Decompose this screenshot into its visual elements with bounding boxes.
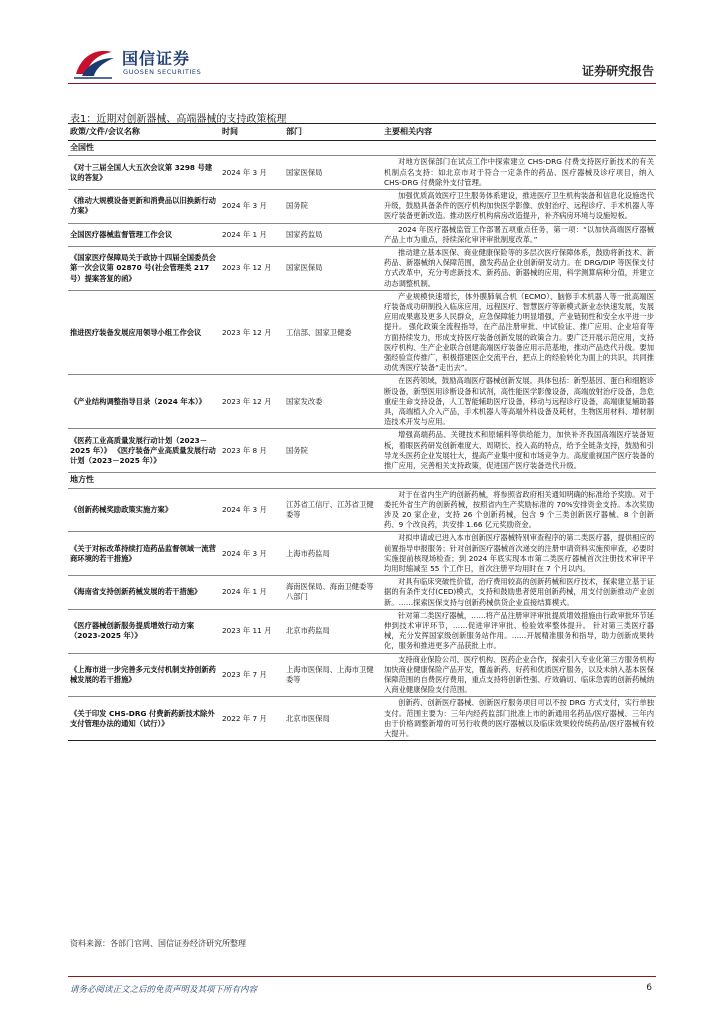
- policy-name: 《上海市进一步完善多元支付机制支持创新药械发展的若干措施》: [68, 653, 220, 697]
- policy-department: 国家发改委: [284, 375, 382, 429]
- policy-time: 2023 年 12 月: [220, 247, 284, 291]
- column-header-content: 主要相关内容: [382, 124, 656, 141]
- policy-department: 国家药监局: [284, 223, 382, 246]
- section-title: 地方性: [68, 473, 656, 488]
- table-row: [68, 653, 656, 697]
- policy-time: 2023 年 12 月: [220, 290, 284, 375]
- policy-department: 上海市药监局: [284, 532, 382, 576]
- policy-content: 针对第二类医疗器械，……将产品注册审评审批提质增效措施由行政审批环节延伸到技术审评环节，……促进审评审批、检验效率整体提升。 针对第三类医疗器械，充分发挥国家级创新服务站作用。……开展精准服务和指导，助力创新成果转化，服务和推进更多产品获批上市。: [382, 609, 656, 653]
- policy-content: 对具有临床突破性价值，治疗费用较高的创新药械和医疗技术，探索建立基于证据的有条件支付(CED)模式，支持和鼓励患者使用创新药械，用支付创新推动产业创新。……探索医保支持与创新药械供货企业直接结算模式。: [382, 576, 656, 610]
- table-row: [68, 190, 656, 224]
- policy-content: 在医药领域，鼓励高端医疗器械创新发展。具体包括：新型基因、蛋白和细胞诊断设备，新型医用诊断设备和试剂，高性能医学影像设备，高端放射治疗设备，急危重症生命支持设备，人工智能辅助医疗设备，移动与远程诊疗设备，高端康复辅助器具，高端植入介入产品，手术机器人等高端外科设备及耗材，生物医用材料、增材制造技术开发与应用。: [382, 375, 656, 429]
- policy-time: 2023 年 12 月: [220, 375, 284, 429]
- table-row: [68, 532, 656, 576]
- section-row-national: [68, 141, 656, 156]
- table-row: [68, 223, 656, 246]
- table-header-row: [68, 124, 656, 141]
- policy-time: 2023 年 7 月: [220, 653, 284, 697]
- policy-name: 《医药工业高质量发展行动计划（2023－2025 年）》 《医疗装备产业高质量发展行动计划（2023－2025 年）》: [68, 429, 220, 473]
- table-row: [68, 488, 656, 532]
- policy-department: 北京市药监局: [284, 609, 382, 653]
- policy-table-container: [68, 123, 656, 741]
- table-row: [68, 290, 656, 375]
- table-row: [68, 697, 656, 741]
- policy-content: 增强高端药品、关键技术和原辅料等供给能力，加快补齐我国高端医疗装备短板，着眼医药研发创新难度大、周期长、投入高的特点，给予全链条支持，鼓励和引导龙头医药企业发展壮大，提高产业集中度和市场竞争力。高度重视国产医疗装备的推广应用，完善相关支持政策，促进国产医疗装备迭代升级。: [382, 429, 656, 473]
- policy-name: 《产业结构调整指导目录（2024 年本）》: [68, 375, 220, 429]
- disclaimer-note: 请务必阅读正文之后的免责声明及其项下所有内容: [70, 985, 258, 995]
- policy-department: 国务院: [284, 190, 382, 224]
- section-title: 全国性: [68, 141, 656, 156]
- policy-content: 产业规模快速增长，体外膜肺氧合机（ECMO）、脑修手术机器人等一批高端医疗装备成功研制投入临床应用，远程医疗、智慧医疗等新模式新业态快速发展，发展应用成果惠及更多人民群众，应急保障能力明显增强，产业链韧性和安全水平进一步提升。 强化政策全流程指导，在产品注册审批、中试验证、推广应用、企业培育等方面持续发力，形成支持医疗装备创新发展的政策合力。要广泛开展示范应用，支持医疗机构、生产企业联合创建高端医疗装备应用示范基地，推动产品迭代升级。要加强经验宣传推广，积极搭建医企交流平台，把点上的经验转化为面上的共识，共同推动优秀医疗装备“走出去”。: [382, 290, 656, 375]
- table-row: [68, 576, 656, 610]
- report-type-label: 证券研究报告: [581, 64, 654, 78]
- policy-time: 2024 年 1 月: [220, 223, 284, 246]
- table-row: [68, 247, 656, 291]
- guosen-logo-icon: [72, 44, 116, 80]
- policy-name: 《创新药械奖励政策实施方案》: [68, 488, 220, 532]
- column-header-time: 时间: [220, 124, 284, 141]
- policy-time: 2024 年 3 月: [220, 190, 284, 224]
- page-number: 6: [646, 983, 652, 993]
- footer-rule: [68, 976, 656, 977]
- policy-department: 国家医保局: [284, 247, 382, 291]
- policy-name: 《对十三届全国人大五次会议第 3298 号建议的答复》: [68, 156, 220, 190]
- policy-name: 推进医疗装备发展应用领导小组工作会议: [68, 290, 220, 375]
- policy-time: 2024 年 3 月: [220, 488, 284, 532]
- policy-department: 海南医保局、海南卫健委等八部门: [284, 576, 382, 610]
- policy-time: 2022 年 7 月: [220, 697, 284, 741]
- table-row: [68, 609, 656, 653]
- policy-content: 2024 年医疗器械监管工作部署五项重点任务，第一项：“以加快高端医疗器械产品上市为重点，持续深化审评审批制度改革。”: [382, 223, 656, 246]
- policy-content: 推动建立基本医保、商业健康保险等的多层次医疗保障体系，鼓励将新技术、新药品、新器械纳入保障范围，激发药品企业创新研发动力。在 DRG/DIP 等医保支付方式改革中，充分考虑新技术、新药品、新器械的应用，科学测算病种分值，并建立动态调整机制。: [382, 247, 656, 291]
- policy-department: 国务院: [284, 429, 382, 473]
- policy-department: 江苏省工信厅、江苏省卫健委等: [284, 488, 382, 532]
- policy-department: 上海市医保局、上海市卫健委等: [284, 653, 382, 697]
- table-row: [68, 375, 656, 429]
- policy-time: 2024 年 1 月: [220, 576, 284, 610]
- policy-time: 2024 年 3 月: [220, 156, 284, 190]
- policy-content: 创新药、创新医疗器械、创新医疗服务项目可以不按 DRG 方式支付，实行单独支付。范围主要为：三年内经药监部门批准上市的新通用名药品/医疗器械、三年内由于价格调整新增的可另行收费的医疗器械以及临床效果较传统药品/医疗器械有较大提升。: [382, 697, 656, 741]
- policy-department: 工信部、国家卫健委: [284, 290, 382, 375]
- policy-name: 《推动大规模设备更新和消费品以旧换新行动方案》: [68, 190, 220, 224]
- policy-content: 支持商业保险公司、医疗机构、医药企业合作，探索引入专业化第三方服务机构加快商业健康保险产品开发，覆盖新药、好药和优质医疗服务，以及未纳入基本医保保障范围的自费医疗费用，重点支持将创新性强、疗效确切、临床急需的创新药械纳入商业健康保险支付范围。: [382, 653, 656, 697]
- policy-name: 《国家医疗保障局关于政协十四届全国委员会第一次会议第 02870 号(社会管理类 217 号）提案答复的函》: [68, 247, 220, 291]
- header-rule: [68, 83, 656, 84]
- column-header-department: 部门: [284, 124, 382, 141]
- policy-department: 北京市医保局: [284, 697, 382, 741]
- policy-time: 2023 年 8 月: [220, 429, 284, 473]
- policy-content: 对拟申请或已进入本市创新医疗器械特别审查程序的第二类医疗器，提供相应的前置指导申报服务；针对创新医疗器械首次递交的注册申请资料实施预审查，必要时实施提前核现场检查；到 2024 年底实现本市第二类医疗器械首次注册技术审评平均用时缩减至 55 个工作日，首次注册平均用时在 7 个月以内。: [382, 532, 656, 576]
- policy-name: 《关于对标改革持续打造药品监督领域一流营商环境的若干措施》: [68, 532, 220, 576]
- policy-department: 国家医保局: [284, 156, 382, 190]
- section-row-local: [68, 473, 656, 488]
- policy-content: 对地方医保部门在试点工作中探索建立 CHS-DRG 付费支持医疗新技术的有关机制点名支持：如北京市对于符合一定条件的药品、医疗器械及诊疗项目，纳入 CHS-DRG 付费除外支付管理。: [382, 156, 656, 190]
- logo-text-cn: 国信证券: [122, 49, 191, 68]
- policy-table: [68, 123, 656, 741]
- column-header-name: 政策/文件/会议名称: [68, 124, 220, 141]
- policy-name: 《医疗器械创新服务提质增效行动方案（2023-2025 年）》: [68, 609, 220, 653]
- policy-name: 全国医疗器械监督管理工作会议: [68, 223, 220, 246]
- policy-time: 2024 年 3 月: [220, 532, 284, 576]
- page-header: [0, 0, 724, 92]
- policy-name: 《海南省支持创新药械发展的若干措施》: [68, 576, 220, 610]
- table-source-note: 资料来源：各部门官网、国信证券经济研究所整理: [70, 939, 246, 948]
- table-row: [68, 156, 656, 190]
- policy-content: 对于在省内生产的创新药械，将参照省政府相关通知明确的标准给予奖励。对于委托外省生产的创新药械，按照省内生产奖励标准的 70%安排资金支持。本次奖励涉及 20 家企业，支持 26 个创新药械，包含 9 个三类创新医疗器械、8 个创新药、9 个改良药，共安排 1.66 亿元奖励资金。: [382, 488, 656, 532]
- policy-time: 2023 年 11 月: [220, 609, 284, 653]
- policy-content: 加强优质高效医疗卫生服务体系建设，推进医疗卫生机构装备和信息化设施迭代升级，鼓励具备条件的医疗机构加快医学影像、放射治疗、远程诊疗、手术机器人等医疗装备更新改造。推动医疗机构病房改造提升，补齐病房环境与设施短板。: [382, 190, 656, 224]
- table-row: [68, 429, 656, 473]
- logo-text-en: GUOSEN SECURITIES: [123, 68, 202, 76]
- policy-name: 《关于印发 CHS-DRG 付费新药新技术除外支付管理办法的通知（试行）》: [68, 697, 220, 741]
- table-title: 表1：近期对创新器械、高端器械的支持政策梳理: [70, 114, 287, 125]
